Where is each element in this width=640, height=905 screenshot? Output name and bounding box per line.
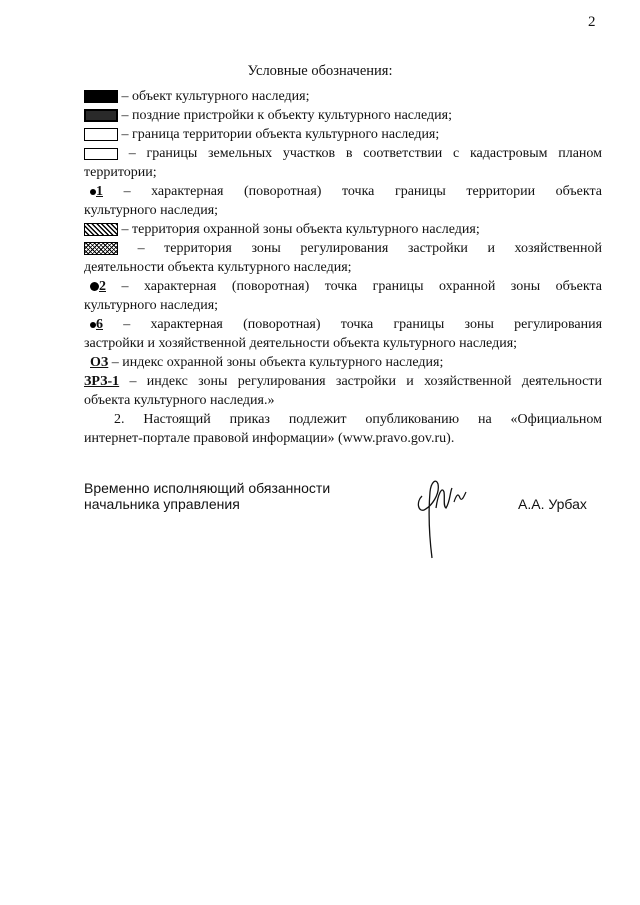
legend-item-object <box>84 87 602 106</box>
index-label: ОЗ <box>90 355 109 370</box>
legend-item-rz-index <box>84 372 602 391</box>
legend-item-late-extensions <box>84 106 602 125</box>
signer-title-line2: начальника управления <box>84 496 240 512</box>
legend-item-protection-point <box>84 277 602 296</box>
legend-text: – границы земельных участков в соответствии с кадастровым планом <box>128 146 602 161</box>
legend-continuation: деятельности объекта культурного наследия; <box>84 260 352 275</box>
legend-continuation: объекта культурного наследия.» <box>84 393 275 408</box>
thin-outline-rect-icon <box>84 148 118 160</box>
legend-item-territory-point <box>84 182 602 201</box>
legend-item-oz-index <box>84 353 602 372</box>
legend-item-protection-zone <box>84 220 602 239</box>
legend-text: – объект культурного наследия; <box>121 89 310 104</box>
legend-continuation: культурного наследия; <box>84 203 219 218</box>
page-number: 2 <box>588 14 596 30</box>
legend-text: – характерная (поворотная) точка границы охранной зоны объекта <box>121 279 602 294</box>
index-label: ЗРЗ-1 <box>84 374 120 389</box>
point-label: 6 <box>96 317 103 332</box>
legend-text: – индекс зоны регулирования застройки и хозяйственной деятельности <box>129 374 602 389</box>
publication-paragraph-line1: 2. Настоящий приказ подлежит опубликованию на «Официальном <box>114 412 602 427</box>
handwritten-signature-icon <box>408 472 478 567</box>
legend-continuation: культурного наследия; <box>84 298 219 313</box>
legend-text: – территория охранной зоны объекта культурного наследия; <box>121 222 480 237</box>
legend-text: – индекс охранной зоны объекта культурного наследия; <box>111 355 444 370</box>
signer-title <box>84 480 330 512</box>
publication-paragraph-line2: интернет-портале правовой информации» (www.pravo.gov.ru). <box>84 431 455 446</box>
point-label: 1 <box>96 184 103 199</box>
bold-outline-rect-icon <box>84 128 118 141</box>
dark-rect-icon <box>84 109 118 122</box>
legend-item-regulation-point <box>84 315 602 334</box>
legend-item-territory-border <box>84 125 602 144</box>
legend-item-regulation-zone <box>84 239 602 258</box>
point-label: 2 <box>99 279 106 294</box>
legend-text: – граница территории объекта культурного наследия; <box>121 127 440 142</box>
signer-title-line1: Временно исполняющий обязанности <box>84 480 331 496</box>
legend-item-land-plots <box>84 144 602 163</box>
legend-text: – характерная (поворотная) точка границы территории объекта <box>123 184 603 199</box>
legend-continuation: территории; <box>84 165 157 180</box>
legend-continuation: застройки и хозяйственной деятельности объекта культурного наследия; <box>84 336 518 351</box>
crosshatched-rect-icon <box>84 242 118 255</box>
legend-text: – поздние пристройки к объекту культурного наследия; <box>121 108 452 123</box>
legend-text: – территория зоны регулирования застройки и хозяйственной <box>137 241 602 256</box>
signer-name: А.А. Урбах <box>518 496 587 512</box>
hatched-rect-icon <box>84 223 118 236</box>
solid-black-rect-icon <box>84 90 118 103</box>
large-dot-icon <box>90 282 99 291</box>
legend-text: – характерная (поворотная) точка границы зоны регулирования <box>123 317 603 332</box>
legend-title: Условные обозначения: <box>247 63 393 79</box>
